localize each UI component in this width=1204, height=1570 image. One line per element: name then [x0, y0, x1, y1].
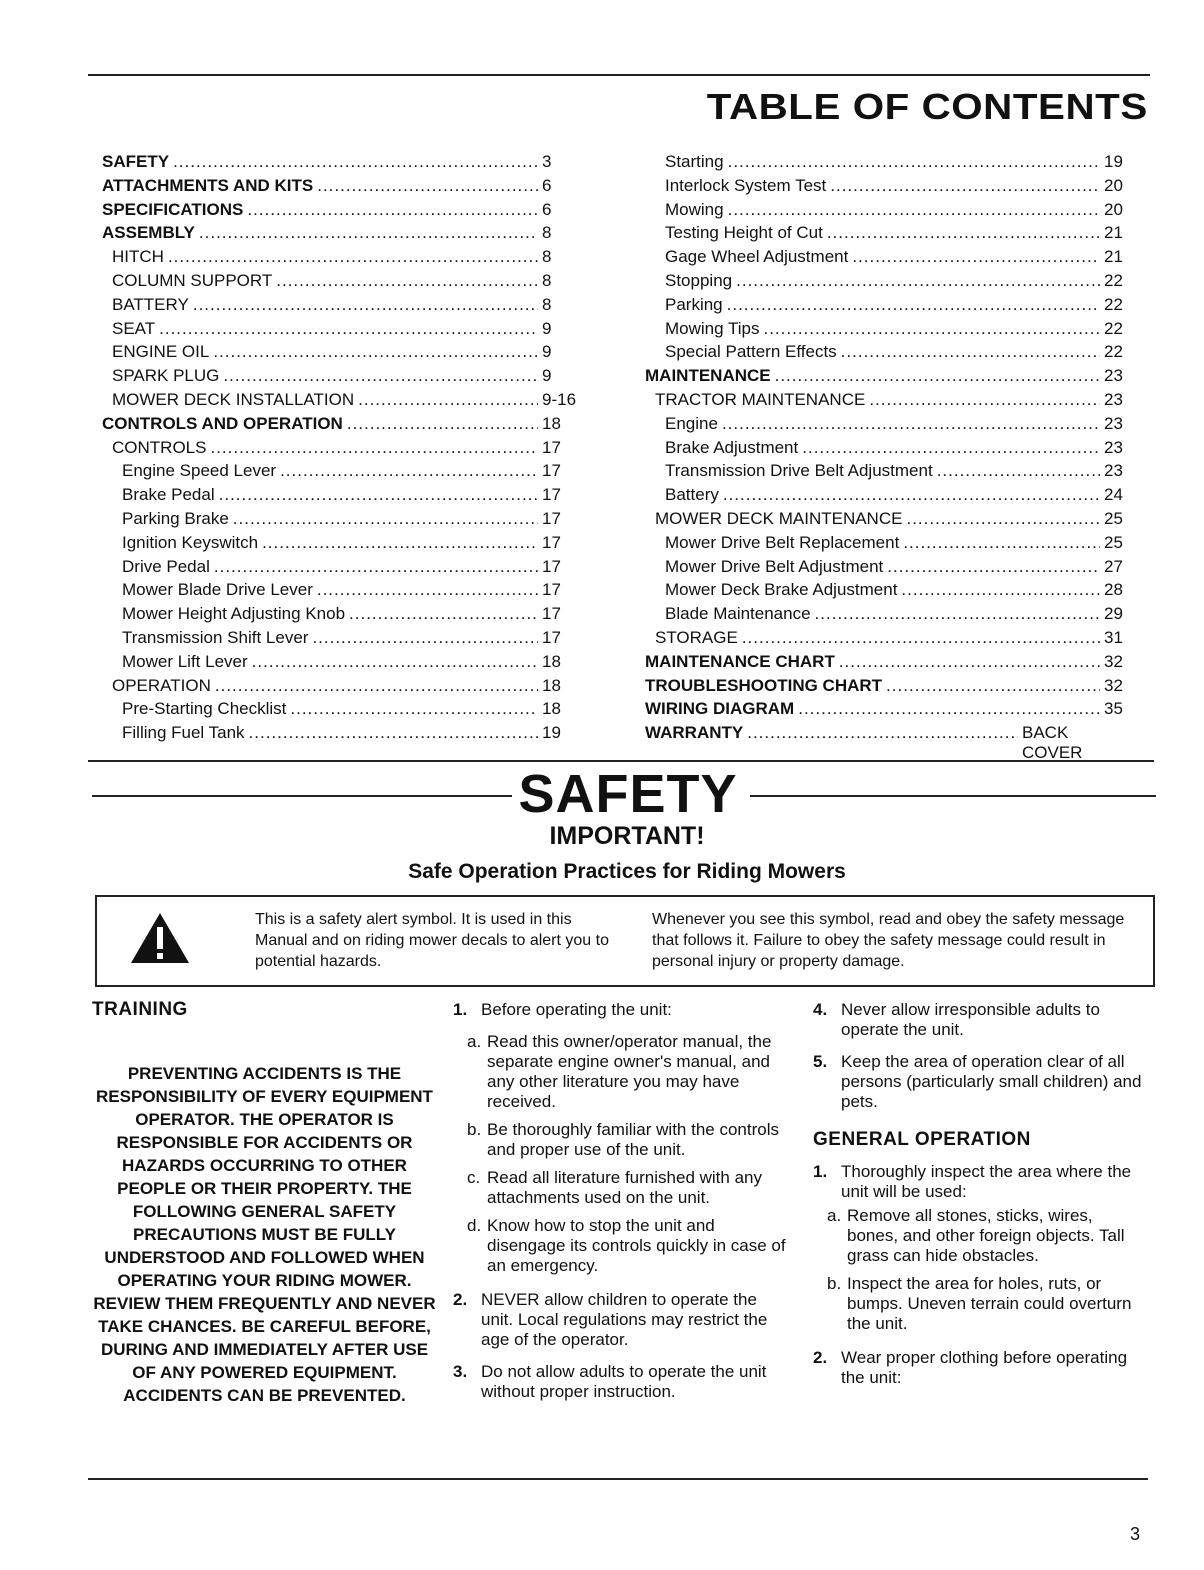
toc-entry [102, 604, 586, 628]
toc-entry-page: 18 [542, 413, 561, 433]
toc-leader-dots [937, 461, 1100, 481]
toc-entry-label: ENGINE OIL [112, 342, 210, 362]
toc-entry-label: TRACTOR MAINTENANCE [655, 389, 866, 409]
toc-entry-label: Parking Brake [122, 508, 229, 528]
list-item [813, 1000, 1145, 1040]
toc-entry-page: 21 [1104, 247, 1123, 267]
toc-entry [102, 533, 586, 557]
toc-leader-dots [728, 152, 1100, 172]
toc-entry-page: 17 [542, 604, 561, 624]
toc-entry-page: 23 [1104, 389, 1123, 409]
toc-entry-page: 19 [1104, 152, 1123, 171]
general-operation-heading: GENERAL OPERATION [813, 1129, 1031, 1150]
toc-entry-label: Stopping [665, 270, 733, 290]
toc-entry-page: 35 [1104, 699, 1123, 719]
safety-subtitle: Safe Operation Practices for Riding Mowers [408, 860, 846, 883]
toc-entry-label: Interlock System Test [665, 175, 827, 195]
toc-entry [102, 438, 586, 462]
toc-entry-label: HITCH [112, 247, 164, 267]
item-number: 2. [813, 1348, 828, 1367]
toc-title: TABLE OF CONTENTS [706, 86, 1148, 127]
toc-entry-page: 21 [1104, 223, 1123, 243]
toc-entry [645, 723, 1130, 763]
list-item [453, 1290, 793, 1350]
toc-entry [645, 533, 1130, 557]
sub-text: Inspect the area for holes, ruts, or bumps. Uneven terrain could overturn the unit. [847, 1274, 1132, 1333]
toc-entry-label: Mower Drive Belt Replacement [665, 532, 900, 552]
toc-leader-dots [223, 366, 538, 386]
item-number: 1. [813, 1162, 828, 1181]
toc-entry-page: 9 [542, 342, 552, 362]
toc-entry [645, 295, 1130, 319]
toc-entry-label: Brake Pedal [122, 485, 215, 505]
item-text: Wear proper clothing before operating the unit: [841, 1348, 1128, 1387]
toc-entry-label: Mower Lift Lever [122, 651, 248, 671]
warning-triangle-icon [129, 911, 191, 965]
list-item [453, 1362, 793, 1402]
toc-leader-dots [815, 604, 1100, 624]
toc-entry-label: Drive Pedal [122, 556, 210, 576]
toc-leader-dots [802, 438, 1100, 458]
toc-entry-label: Mower Blade Drive Lever [122, 580, 313, 600]
toc-entry-label: Mower Height Adjusting Knob [122, 604, 346, 624]
toc-entry [645, 247, 1130, 271]
toc-entry-page: 22 [1104, 318, 1123, 338]
safety-alert-box [95, 895, 1155, 987]
sub-item [467, 1032, 793, 1112]
toc-leader-dots [798, 699, 1100, 719]
toc-leader-dots [901, 580, 1100, 600]
toc-leader-dots [827, 223, 1100, 243]
toc-entry [102, 414, 586, 438]
toc-leader-dots [742, 628, 1100, 648]
toc-entry-page: 9-16 [542, 389, 577, 409]
toc-entry [102, 319, 586, 343]
toc-entry-page: 24 [1104, 485, 1123, 505]
toc-entry-page: 25 [1104, 532, 1123, 552]
toc-leader-dots [215, 676, 538, 696]
sub-text: Be thoroughly familiar with the controls and proper use of the unit. [487, 1120, 779, 1159]
item-number: 5. [813, 1052, 828, 1071]
footer-rule [88, 1478, 1148, 1480]
toc-right-column [645, 152, 1130, 763]
toc-entry-label: WIRING DIAGRAM [645, 699, 795, 719]
toc-entry [102, 509, 586, 533]
toc-leader-dots [276, 271, 538, 291]
toc-entry-label: Starting [665, 152, 724, 171]
toc-entry-page: 28 [1104, 580, 1123, 600]
toc-entry-page: 18 [542, 675, 561, 695]
toc-entry-label: MOWER DECK MAINTENANCE [655, 508, 903, 528]
toc-leader-dots [852, 247, 1100, 267]
toc-leader-dots [280, 461, 538, 481]
toc-entry-page: 20 [1104, 199, 1123, 219]
training-column [92, 1000, 437, 1407]
middle-column [453, 1000, 793, 1414]
toc-leader-dots [903, 533, 1100, 553]
toc-entry-label: CONTROLS AND OPERATION [102, 413, 343, 433]
training-warning: PREVENTING ACCIDENTS IS THE RESPONSIBILITY OF EVERY EQUIPMENT OPERATOR. THE OPERATOR IS RESPONSIBLE FOR ACCIDENTS OR HAZARDS OCCURRING TO OTHER PEOPLE OR THEIR PROPERTY. THE FOLLOWING GENERAL SAFETY PRECAUTIONS MUST BE FULLY UNDERSTOOD AND FOLLOWED WHEN OPERATING YOUR RIDING MOWER. REVIEW THEM FREQUENTLY AND NEVER TAKE CHANCES. BE CAREFUL BEFORE, DURING AND IMMEDIATELY AFTER USE OF ANY POWERED EQUIPMENT. ACCIDENTS CAN BE PREVENTED. [93, 1064, 436, 1405]
toc-leader-dots [233, 509, 538, 529]
toc-leader-dots [358, 390, 538, 410]
toc-entry-page: 17 [542, 627, 561, 647]
toc-leader-dots [214, 557, 538, 577]
sub-letter: a. [827, 1206, 842, 1225]
toc-entry-label: Blade Maintenance [665, 604, 811, 624]
item-text: Thoroughly inspect the area where the unit will be used: [841, 1162, 1132, 1201]
toc-entry [645, 200, 1130, 224]
important-heading: IMPORTANT! [549, 822, 705, 850]
toc-entry [645, 223, 1130, 247]
item-text: Never allow irresponsible adults to operate the unit. [841, 1000, 1100, 1039]
toc-entry-page: 22 [1104, 294, 1123, 314]
toc-entry-label: TROUBLESHOOTING CHART [645, 675, 883, 695]
toc-entry-page: 22 [1104, 270, 1123, 290]
toc-entry [645, 461, 1130, 485]
toc-entry-label: Special Pattern Effects [665, 342, 837, 362]
toc-entry-page: 19 [542, 723, 561, 743]
toc-entry-page: 17 [542, 532, 561, 552]
toc-entry [645, 604, 1130, 628]
sub-text: Remove all stones, sticks, wires, bones, and other foreign objects. Tall grass can hide obstacles. [847, 1206, 1125, 1265]
toc-entry-page: 9 [542, 366, 552, 386]
toc-entry-label: MAINTENANCE [645, 366, 771, 386]
toc-leader-dots [252, 652, 538, 672]
toc-entry-label: Gage Wheel Adjustment [665, 247, 849, 267]
item-number: 2. [453, 1290, 468, 1309]
toc-entry-page: 17 [542, 461, 561, 481]
item-text: Do not allow adults to operate the unit without proper instruction. [481, 1362, 767, 1401]
toc-entry-label: Filling Fuel Tank [122, 723, 245, 743]
toc-entry [645, 628, 1130, 652]
sub-text: Know how to stop the unit and disengage its controls quickly in case of an emergency. [487, 1216, 786, 1275]
alert-text-right: Whenever you see this symbol, read and obey the safety message that follows it. Failure to obey the safety message could result in personal injury or property damage. [652, 911, 1125, 970]
toc-leader-dots [210, 438, 538, 458]
toc-entry [645, 366, 1130, 390]
toc-leader-dots [193, 295, 538, 315]
toc-entry-page: 32 [1104, 675, 1123, 695]
toc-leader-dots [906, 509, 1100, 529]
sub-letter: c. [467, 1168, 481, 1187]
toc-leader-dots [841, 342, 1100, 362]
toc-entry-label: Transmission Drive Belt Adjustment [665, 461, 933, 481]
toc-entry-label: OPERATION [112, 675, 211, 695]
toc-bottom-rule [88, 760, 1154, 762]
toc-leader-dots [168, 247, 538, 267]
toc-entry-label: Engine [665, 413, 718, 433]
sub-letter: b. [467, 1120, 482, 1139]
sub-text: Read this owner/operator manual, the separate engine owner's manual, and any other literature you may have received. [487, 1032, 772, 1111]
toc-entry [102, 557, 586, 581]
toc-entry [645, 652, 1130, 676]
toc-entry-label: Testing Height of Cut [665, 223, 823, 243]
safety-title [26, 763, 1204, 825]
toc-leader-dots [317, 176, 538, 196]
toc-entry-label: Transmission Shift Lever [122, 627, 309, 647]
toc-leader-dots [736, 271, 1100, 291]
sub-letter: a. [467, 1032, 482, 1051]
toc-entry [645, 580, 1130, 604]
toc-entry-label: Battery [665, 485, 719, 505]
training-heading: TRAINING [92, 999, 188, 1020]
toc-entry-page: 31 [1104, 627, 1123, 647]
toc-entry-page: 17 [542, 580, 561, 600]
toc-entry-label: SPARK PLUG [112, 366, 220, 386]
toc-entry-label: Brake Adjustment [665, 437, 799, 457]
toc-entry [645, 438, 1130, 462]
toc-entry-page: 20 [1104, 175, 1123, 195]
toc-entry [645, 485, 1130, 509]
toc-entry [645, 557, 1130, 581]
toc-entry-label: Engine Speed Lever [122, 461, 277, 481]
toc-leader-dots [213, 342, 538, 362]
toc-leader-dots [199, 223, 538, 243]
sub-item [827, 1274, 1145, 1334]
item-text: Keep the area of operation clear of all persons (particularly small children) and pets. [841, 1052, 1142, 1111]
toc-entry-page: 8 [542, 270, 552, 290]
toc-entry-page: 23 [1104, 461, 1123, 481]
toc-entry [102, 723, 586, 747]
toc-entry-label: Mower Deck Brake Adjustment [665, 580, 898, 600]
toc-entry-page: 17 [542, 485, 561, 505]
item-number: 1. [453, 1000, 468, 1019]
item-text: Before operating the unit: [481, 1000, 672, 1019]
toc-entry-page: 8 [542, 223, 552, 243]
toc-entry [645, 414, 1130, 438]
toc-entry [102, 295, 586, 319]
toc-entry [102, 485, 586, 509]
toc-leader-dots [775, 366, 1100, 386]
toc-entry [102, 247, 586, 271]
toc-entry-label: Mower Drive Belt Adjustment [665, 556, 884, 576]
toc-entry [102, 342, 586, 366]
list-item [453, 1000, 793, 1020]
toc-entry-page: 23 [1104, 413, 1123, 433]
toc-entry [102, 152, 586, 176]
toc-entry [645, 152, 1130, 176]
toc-entry [645, 509, 1130, 533]
toc-entry-label: CONTROLS [112, 437, 207, 457]
toc-leader-dots [159, 319, 538, 339]
toc-entry-page: 8 [542, 294, 552, 314]
toc-entry-page: 27 [1104, 556, 1123, 576]
toc-entry [102, 366, 586, 390]
toc-entry-page: 23 [1104, 366, 1123, 386]
toc-entry [102, 200, 586, 224]
top-rule [88, 74, 1150, 76]
toc-entry-page: 17 [542, 437, 561, 457]
sub-letter: d. [467, 1216, 482, 1235]
sub-item [827, 1206, 1145, 1266]
toc-entry-label: ATTACHMENTS AND KITS [102, 175, 314, 195]
item-number: 3. [453, 1362, 468, 1381]
toc-entry [645, 676, 1130, 700]
toc-leader-dots [290, 699, 538, 719]
toc-entry-label: Pre-Starting Checklist [122, 699, 287, 719]
toc-leader-dots [219, 485, 538, 505]
toc-entry-page: 32 [1104, 651, 1123, 671]
toc-leader-dots [763, 319, 1100, 339]
toc-leader-dots [722, 414, 1100, 434]
toc-leader-dots [887, 557, 1100, 577]
toc-leader-dots [723, 485, 1100, 505]
toc-entry-label: MOWER DECK INSTALLATION [112, 389, 355, 409]
list-item [813, 1162, 1145, 1202]
toc-leader-dots [262, 533, 538, 553]
toc-entry [102, 390, 586, 414]
item-text: NEVER allow children to operate the unit. Local regulations may restrict the age of the operator. [481, 1290, 768, 1349]
toc-entry-label: BATTERY [112, 294, 189, 314]
toc-leader-dots [886, 676, 1100, 696]
toc-leader-dots [173, 152, 538, 172]
toc-entry-page: 29 [1104, 604, 1123, 624]
toc-entry [102, 699, 586, 723]
sub-item [467, 1168, 793, 1208]
toc-entry [645, 390, 1130, 414]
page-number: 3 [1129, 1524, 1140, 1544]
toc-leader-dots [839, 652, 1100, 672]
toc-entry [645, 699, 1130, 723]
toc-entry-label: STORAGE [655, 627, 738, 647]
toc-entry [645, 271, 1130, 295]
toc-entry-label: SAFETY [102, 152, 170, 171]
toc-entry-label: COLUMN SUPPORT [112, 270, 273, 290]
safety-title-text: SAFETY [518, 764, 738, 824]
toc-entry [645, 176, 1130, 200]
toc-entry-page: 18 [542, 651, 561, 671]
toc-left-column [102, 152, 586, 747]
list-item [813, 1348, 1145, 1388]
toc-entry [102, 176, 586, 200]
toc-entry-label: SEAT [112, 318, 156, 338]
toc-entry-label: MAINTENANCE CHART [645, 651, 835, 671]
toc-entry-page: 9 [542, 318, 552, 338]
toc-entry-page: 6 [542, 175, 552, 195]
toc-entry-label: Mowing Tips [665, 318, 760, 338]
toc-entry [102, 676, 586, 700]
alert-text-left: This is a safety alert symbol. It is used in this Manual and on riding mower decals to alert you to potential hazards. [255, 911, 609, 970]
toc-entry [645, 342, 1130, 366]
sub-item [467, 1120, 793, 1160]
toc-entry-page: 3 [542, 152, 552, 171]
toc-leader-dots [869, 390, 1100, 410]
toc-entry-page: 8 [542, 247, 552, 267]
sub-letter: b. [827, 1274, 842, 1293]
toc-entry [102, 628, 586, 652]
item-number: 4. [813, 1000, 828, 1019]
sub-text: Read all literature furnished with any attachments used on the unit. [487, 1168, 762, 1207]
toc-entry-page: 22 [1104, 342, 1123, 362]
toc-entry-label: WARRANTY [645, 723, 744, 743]
toc-entry-page: 6 [542, 199, 552, 219]
sub-item [467, 1216, 793, 1276]
toc-entry-page: 18 [542, 699, 561, 719]
toc-leader-dots [247, 200, 538, 220]
toc-entry-page: 17 [542, 556, 561, 576]
toc-entry-label: Ignition Keyswitch [122, 532, 259, 552]
toc-leader-dots [349, 604, 538, 624]
toc-entry [102, 271, 586, 295]
toc-entry-page: 17 [542, 508, 561, 528]
toc-leader-dots [747, 723, 1018, 743]
toc-entry-page: 25 [1104, 508, 1123, 528]
toc-entry-label: Mowing [665, 199, 724, 219]
toc-entry-label: Parking [665, 294, 723, 314]
toc-leader-dots [727, 295, 1100, 315]
toc-entry [102, 580, 586, 604]
toc-leader-dots [347, 414, 538, 434]
toc-entry-label: ASSEMBLY [102, 223, 195, 243]
toc-entry [102, 223, 586, 247]
list-item [813, 1052, 1145, 1112]
toc-entry-label: SPECIFICATIONS [102, 199, 244, 219]
toc-leader-dots [317, 580, 538, 600]
toc-leader-dots [312, 628, 538, 648]
toc-entry [102, 461, 586, 485]
toc-leader-dots [728, 200, 1100, 220]
toc-leader-dots [249, 723, 538, 743]
toc-leader-dots [830, 176, 1100, 196]
right-column [813, 1000, 1145, 1400]
toc-entry [102, 652, 586, 676]
toc-entry [645, 319, 1130, 343]
toc-entry-page: BACK COVER [1022, 723, 1083, 763]
toc-entry-page: 23 [1104, 437, 1123, 457]
